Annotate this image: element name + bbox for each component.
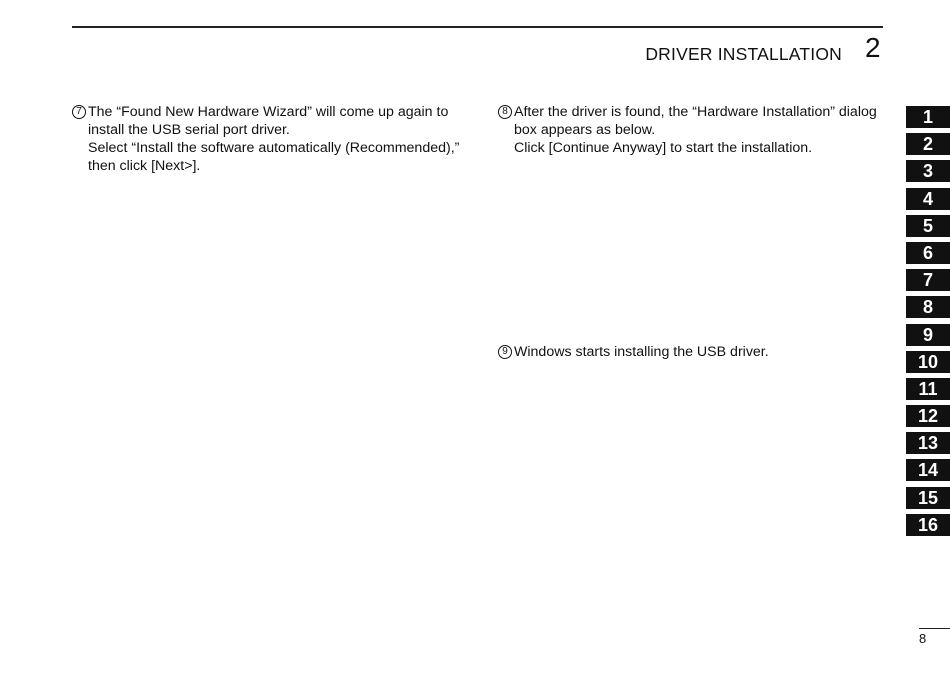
step-text [498, 343, 769, 361]
step-marker: 8 [498, 105, 512, 119]
chapter-number: 2 [865, 32, 881, 63]
instruction-step-7 [72, 103, 459, 175]
section-title: DRIVER INSTALLATION [645, 44, 842, 64]
chapter-tab[interactable]: 15 [906, 487, 950, 509]
step-line: Select “Install the software automatically (Recommended),” [88, 140, 460, 156]
chapter-tab[interactable]: 9 [906, 324, 950, 346]
page-number: 8 [919, 631, 927, 646]
step-marker: 7 [72, 105, 86, 119]
chapter-tab[interactable]: 11 [906, 378, 950, 400]
step-line: box appears as below. [514, 122, 656, 138]
chapter-tab[interactable]: 4 [906, 188, 950, 210]
chapter-tab[interactable]: 5 [906, 215, 950, 237]
step-line: After the driver is found, the “Hardware Installation” dialog [514, 104, 877, 120]
chapter-tab[interactable]: 6 [906, 242, 950, 264]
chapter-tab[interactable]: 2 [906, 133, 950, 155]
chapter-tab[interactable]: 8 [906, 296, 950, 318]
chapter-tab[interactable]: 1 [906, 106, 950, 128]
chapter-tab[interactable]: 7 [906, 269, 950, 291]
step-text [498, 103, 877, 157]
chapter-tab[interactable]: 14 [906, 459, 950, 481]
step-line: The “Found New Hardware Wizard” will come up again to [88, 104, 449, 120]
step-line: then click [Next>]. [88, 158, 201, 174]
chapter-tab[interactable]: 3 [906, 160, 950, 182]
chapter-tab[interactable]: 13 [906, 432, 950, 454]
chapter-tab[interactable]: 16 [906, 514, 950, 536]
step-line: Windows starts installing the USB driver. [514, 344, 769, 360]
instruction-step-8 [498, 103, 877, 157]
instruction-step-9 [498, 343, 769, 361]
step-marker: 9 [498, 345, 512, 359]
step-text [72, 103, 459, 175]
chapter-tab-list [906, 106, 950, 541]
header-rule [72, 26, 883, 28]
page-number-rule [919, 628, 950, 629]
chapter-tab[interactable]: 10 [906, 351, 950, 373]
chapter-tab[interactable]: 12 [906, 405, 950, 427]
step-line: Click [Continue Anyway] to start the installation. [514, 140, 813, 156]
step-line: install the USB serial port driver. [88, 122, 290, 138]
